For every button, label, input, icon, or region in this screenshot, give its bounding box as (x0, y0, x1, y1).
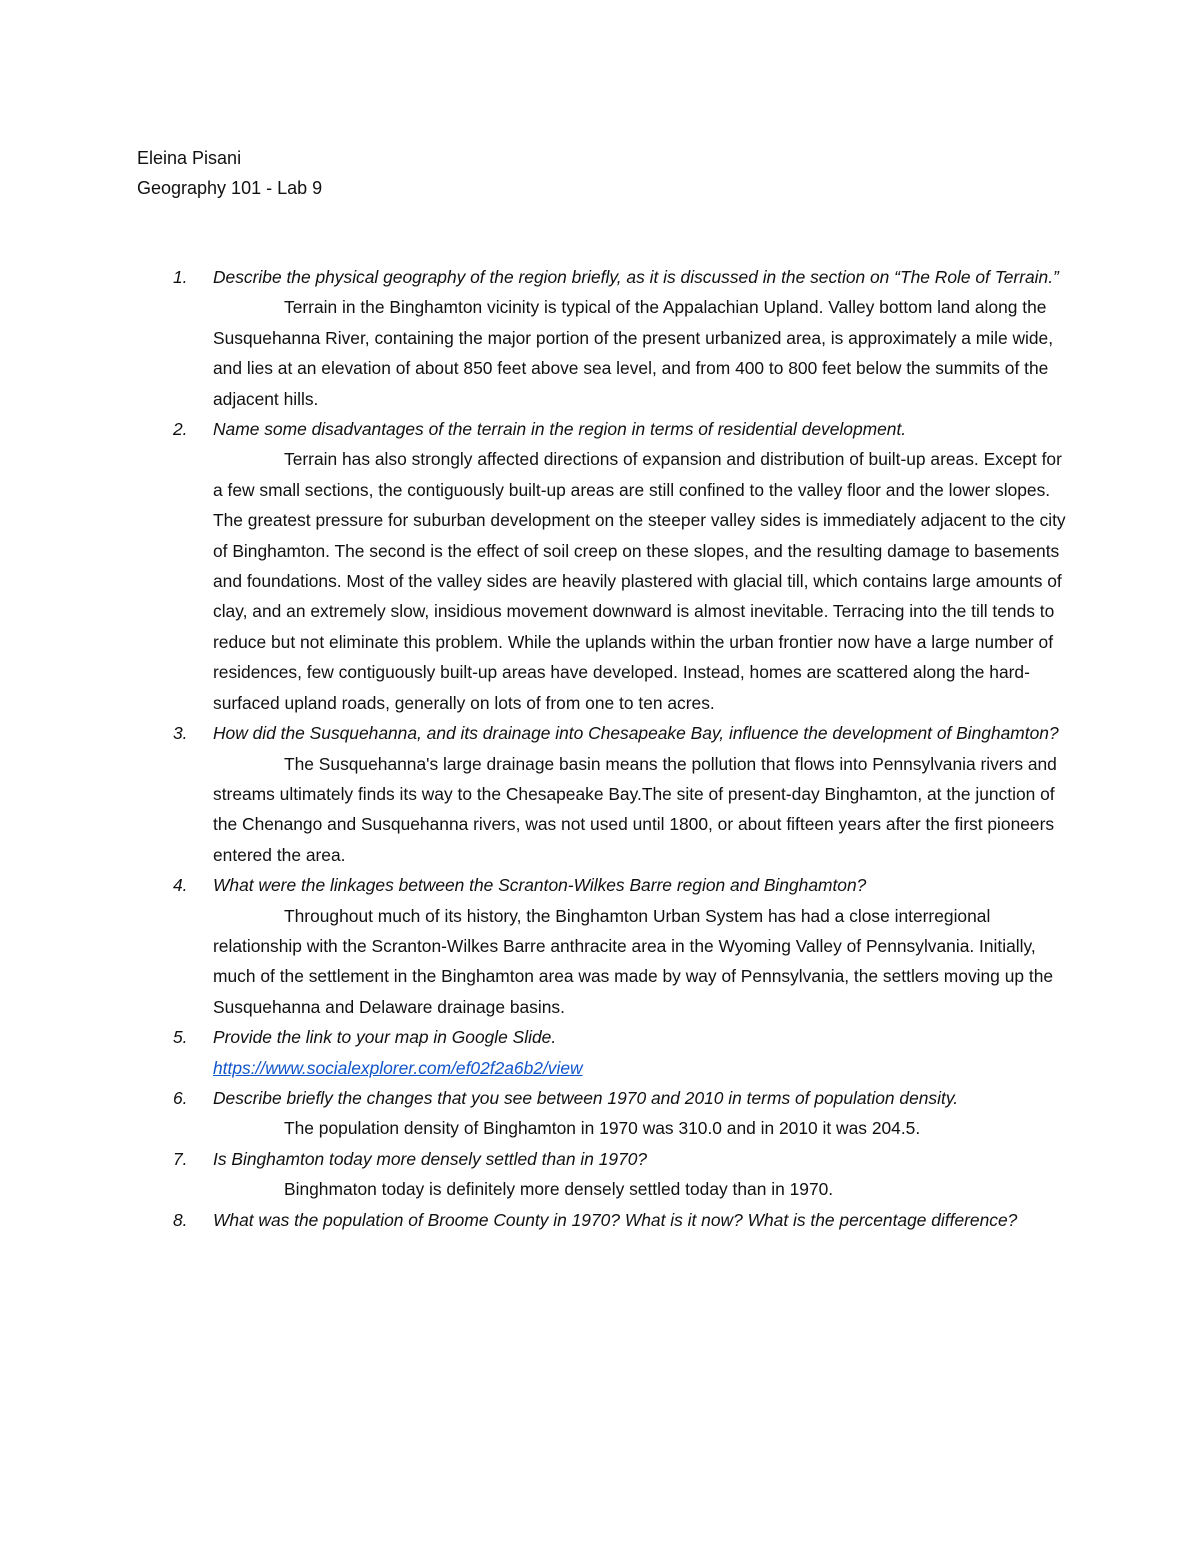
question-text: Provide the link to your map in Google Slide. (213, 1027, 557, 1048)
question-number: 2. (173, 419, 188, 440)
author-name: Eleina Pisani (137, 148, 242, 168)
question-text: Name some disadvantages of the terrain in the region in terms of residential development. (213, 419, 907, 440)
question-text: What was the population of Broome County in 1970? What is it now? What is the percentage difference? (213, 1209, 1018, 1230)
question-list (137, 262, 1072, 1235)
answer-text: Binghmaton today is definitely more densely settled today than in 1970. (284, 1179, 834, 1200)
list-item (137, 1022, 1072, 1083)
list-item (137, 262, 1072, 414)
list-item (137, 1144, 1072, 1205)
question-number: 7. (173, 1148, 188, 1169)
question-text: How did the Susquehanna, and its drainage into Chesapeake Bay, influence the development of Binghamton? (213, 723, 1059, 744)
question-number: 6. (173, 1087, 188, 1108)
list-item (137, 414, 1072, 718)
question-text: What were the linkages between the Scranton-Wilkes Barre region and Binghamton? (213, 875, 867, 896)
list-item (137, 718, 1072, 870)
answer-text: Terrain in the Binghamton vicinity is typical of the Appalachian Upland. Valley bottom land along the Susquehanna River, containing the major portion of the present urbanized area, is approximately a mile wide, and lies at an elevation of about 850 feet above sea level, and from 400 to 800 feet below the summits of the adjacent hills. (213, 297, 1054, 409)
course-title: Geography 101 - Lab 9 (137, 178, 323, 198)
answer-text: Throughout much of its history, the Binghamton Urban System has had a close interregional relationship with the Scranton-Wilkes Barre anthracite area in the Wyoming Valley of Pennsylvania. Initially, much of the settlement in the Binghamton area was made by way of Pennsylvania, the settlers moving up the Susquehanna and Delaware drainage basins. (213, 905, 1054, 1017)
question-number: 5. (173, 1027, 188, 1048)
list-item (137, 1205, 1072, 1235)
list-item (137, 870, 1072, 1022)
question-number: 3. (173, 723, 188, 744)
question-number: 1. (173, 267, 188, 287)
question-text: Describe the physical geography of the region briefly, as it is discussed in the section on “The Role of Terrain.” (213, 267, 1059, 287)
answer-text: The population density of Binghamton in 1970 was 310.0 and in 2010 it was 204.5. (284, 1118, 921, 1139)
list-item (137, 1083, 1072, 1144)
question-number: 8. (173, 1209, 188, 1230)
map-link[interactable]: https://www.socialexplorer.com/ef02f2a6b2/view (213, 1057, 583, 1078)
question-number: 4. (173, 875, 188, 896)
document-header (137, 143, 322, 203)
question-text: Is Binghamton today more densely settled than in 1970? (213, 1148, 648, 1169)
answer-text: The Susquehanna's large drainage basin means the pollution that flows into Pennsylvania rivers and streams ultimately finds its way to the Chesapeake Bay.The site of present-day Binghamton, at the junction of the Chenango and Susquehanna rivers, was not used until 1800, or about fifteen years after the first pioneers entered the area. (213, 753, 1057, 865)
question-text: Describe briefly the changes that you see between 1970 and 2010 in terms of population density. (213, 1087, 959, 1108)
answer-text: Terrain has also strongly affected directions of expansion and distribution of built-up areas. Except for a few small sections, the contiguously built-up areas are still confined to the valley floor and the lower slopes. The greatest pressure for suburban development on the steeper valley sides is immediately adjacent to the city of Binghamton. The second is the effect of soil creep on these slopes, and the resulting damage to basements and foundations. Most of the valley sides are heavily plastered with glacial till, which contains large amounts of clay, and an extremely slow, insidious movement downward is almost inevitable. Terracing into the till tends to reduce but not eliminate this problem. While the uplands within the urban frontier now have a large number of residences, few contiguously built-up areas have developed. Instead, homes are scattered along the hard-surfaced upland roads, generally on lots of from one to ten acres. (213, 449, 1066, 713)
